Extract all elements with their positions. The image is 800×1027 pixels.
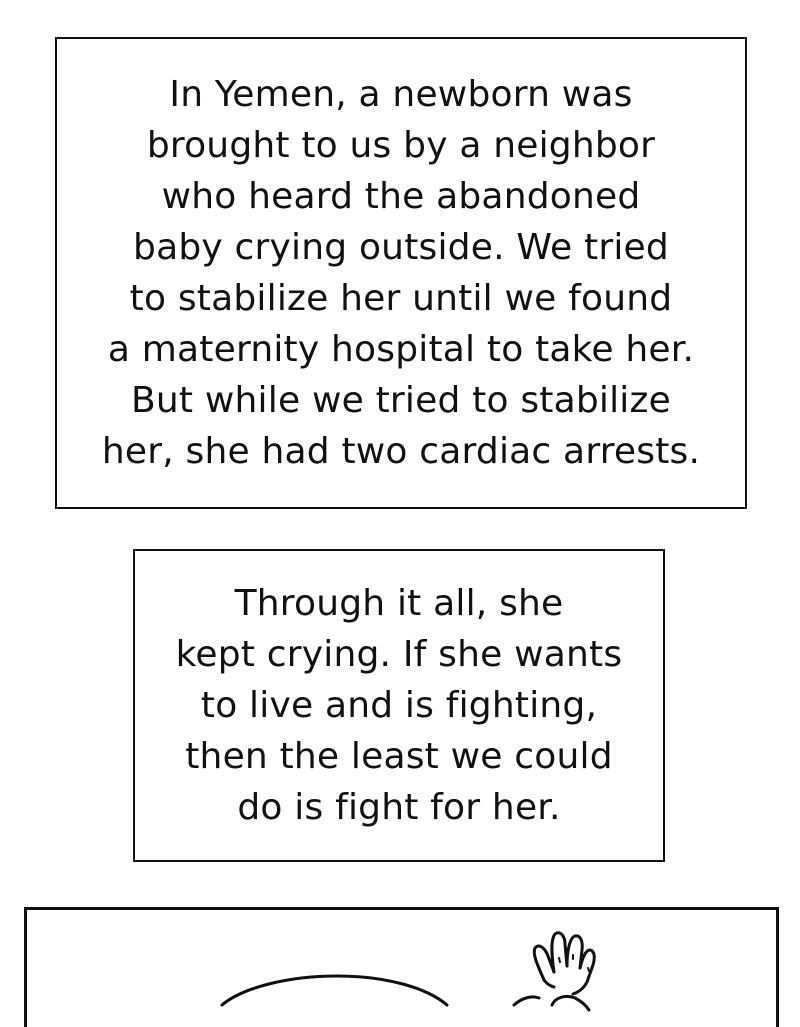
caption-line: to stabilize her until we found (129, 278, 673, 319)
caption-line: In Yemen, a newborn was (169, 74, 633, 115)
caption-line: her, she had two cardiac arrests. (101, 431, 701, 472)
caption-line: then the least we could (185, 736, 613, 777)
caption-box-1 (55, 37, 747, 509)
panel-drawing (27, 910, 779, 1027)
caption-line: But while we tried to stabilize (131, 380, 671, 421)
baby-head-outline-icon (222, 976, 447, 1005)
caption-box-2 (133, 549, 665, 862)
caption-line: baby crying outside. We tried (133, 227, 669, 268)
caption-line: brought to us by a neighbor (146, 125, 656, 166)
caption-line: kept crying. If she wants (175, 634, 623, 675)
raised-hand-icon (514, 933, 594, 1010)
caption-line: a maternity hospital to take her. (107, 329, 695, 370)
caption-line: Through it all, she (234, 583, 564, 624)
caption-line: to live and is fighting, (200, 685, 598, 726)
caption-line: do is fight for her. (237, 787, 561, 828)
comic-panel-illustration (24, 907, 779, 1027)
caption-line: who heard the abandoned (161, 176, 641, 217)
